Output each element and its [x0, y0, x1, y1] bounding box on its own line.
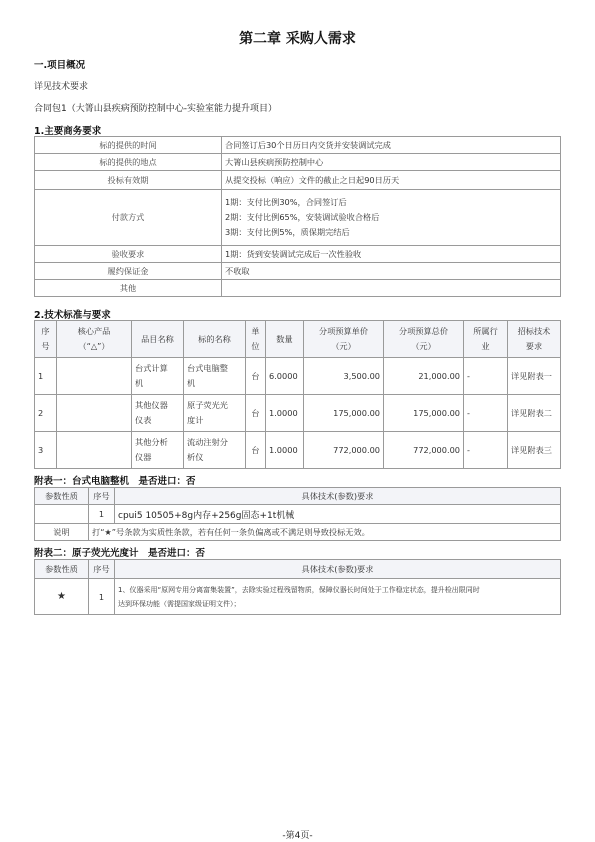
th-core: 核心产品 （“△”） [57, 321, 132, 358]
cell-unit: 台 [246, 358, 266, 395]
table-row [35, 395, 561, 432]
note-row [35, 524, 561, 541]
payment-line: 2期：支付比例65%，安装调试验收合格后 [225, 212, 380, 222]
cell-unit-price: 175,000.00 [304, 395, 384, 432]
th-spec: 具体技术(参数)要求 [115, 488, 561, 505]
th-spec: 具体技术(参数)要求 [115, 560, 561, 579]
tech-title: 2.技术标准与要求 [34, 310, 111, 321]
biz-label: 标的提供的时间 [35, 137, 222, 154]
biz-value: 1期：货到安装调试完成后一次性验收 [222, 246, 561, 263]
biz-label: 标的提供的地点 [35, 154, 222, 171]
th-unit-price: 分项预算单价 （元） [304, 321, 384, 358]
th-total-price: 分项预算总价 （元） [384, 321, 464, 358]
cell-no: 3 [35, 432, 57, 469]
tech-table [34, 320, 561, 469]
appendix1-title: 附表一：台式电脑整机 是否进口：否 [34, 476, 196, 487]
cell-qty: 6.0000 [266, 358, 304, 395]
appendix2-table [34, 559, 561, 615]
cell-subject: 流动注射分 析仪 [184, 432, 246, 469]
cell-seq: 1 [89, 505, 115, 524]
cell-subject: 台式电脑整 机 [184, 358, 246, 395]
biz-label: 验收要求 [35, 246, 222, 263]
cell-req: 详见附表三 [508, 432, 561, 469]
section-title: 一.项目概况 [34, 60, 86, 71]
cell-industry: - [464, 432, 508, 469]
cell-spec: cpui5 10505+8g内存+256g固态+1t机械 [115, 505, 561, 524]
cell-item: 台式计算 机 [132, 358, 184, 395]
cell-seq: 1 [89, 579, 115, 615]
th-seq: 序号 [89, 488, 115, 505]
biz-value: 从提交投标（响应）文件的截止之日起90日历天 [222, 171, 561, 190]
cell-industry: - [464, 395, 508, 432]
cell-subject: 原子荧光光 度计 [184, 395, 246, 432]
table-row [35, 358, 561, 395]
biz-value: 合同签订后30个日历日内交货并安装调试完成 [222, 137, 561, 154]
cell-req: 详见附表二 [508, 395, 561, 432]
package-line: 合同包1（大箐山县疾病预防控制中心-实验室能力提升项目） [34, 104, 277, 114]
cell-total-price: 21,000.00 [384, 358, 464, 395]
th-no: 序 号 [35, 321, 57, 358]
page-number: -第4页- [282, 831, 313, 841]
th-item: 品目名称 [132, 321, 184, 358]
biz-label: 付款方式 [35, 190, 222, 246]
table-row [35, 579, 561, 615]
th-unit: 单 位 [246, 321, 266, 358]
biz-label: 其他 [35, 280, 222, 297]
biz-value: 不收取 [222, 263, 561, 280]
appendix2-title: 附表二：原子荧光光度计 是否进口：否 [34, 548, 206, 559]
cell-unit-price: 3,500.00 [304, 358, 384, 395]
appendix1-table [34, 487, 561, 541]
star-icon: ★ [35, 579, 89, 615]
payment-line: 3期：支付比例5%，质保期完结后 [225, 227, 350, 237]
cell-qty: 1.0000 [266, 395, 304, 432]
business-title: 1.主要商务要求 [34, 126, 102, 137]
cell-industry: - [464, 358, 508, 395]
th-nature: 参数性质 [35, 560, 89, 579]
biz-label: 投标有效期 [35, 171, 222, 190]
payment-line: 1期：支付比例30%，合同签订后 [225, 197, 347, 207]
note-text: 打“★”号条款为实质性条款，若有任何一条负偏离或不满足则导致投标无效。 [89, 524, 561, 541]
th-qty: 数量 [266, 321, 304, 358]
cell-unit-price: 772,000.00 [304, 432, 384, 469]
biz-value: 大箐山县疾病预防控制中心 [222, 154, 561, 171]
th-req: 招标技术 要求 [508, 321, 561, 358]
cell-no: 1 [35, 358, 57, 395]
cell-no: 2 [35, 395, 57, 432]
cell-core [57, 358, 132, 395]
cell-nature [35, 505, 89, 524]
cell-req: 详见附表一 [508, 358, 561, 395]
cell-qty: 1.0000 [266, 432, 304, 469]
th-seq: 序号 [89, 560, 115, 579]
biz-value [222, 280, 561, 297]
cell-total-price: 175,000.00 [384, 395, 464, 432]
business-table [34, 136, 561, 297]
cell-unit: 台 [246, 432, 266, 469]
th-nature: 参数性质 [35, 488, 89, 505]
cell-spec: 1、仪器采用“原网专用分离富集装置”，去除实验过程残留物质，保障仪器长时间处于工作稳定状态，提升检出限同时 达到环保功能（需提国家级证明文件）； [115, 579, 561, 615]
cell-total-price: 772,000.00 [384, 432, 464, 469]
detail-line: 详见技术要求 [34, 82, 89, 92]
th-subject: 标的名称 [184, 321, 246, 358]
table-row [35, 505, 561, 524]
chapter-title: 第二章 采购人需求 [239, 31, 356, 47]
table-row [35, 432, 561, 469]
note-label: 说明 [35, 524, 89, 541]
cell-unit: 台 [246, 395, 266, 432]
biz-label: 履约保证金 [35, 263, 222, 280]
cell-item: 其他仪器 仪表 [132, 395, 184, 432]
cell-core [57, 395, 132, 432]
th-industry: 所属行 业 [464, 321, 508, 358]
cell-item: 其他分析 仪器 [132, 432, 184, 469]
cell-core [57, 432, 132, 469]
biz-payment [222, 190, 561, 246]
